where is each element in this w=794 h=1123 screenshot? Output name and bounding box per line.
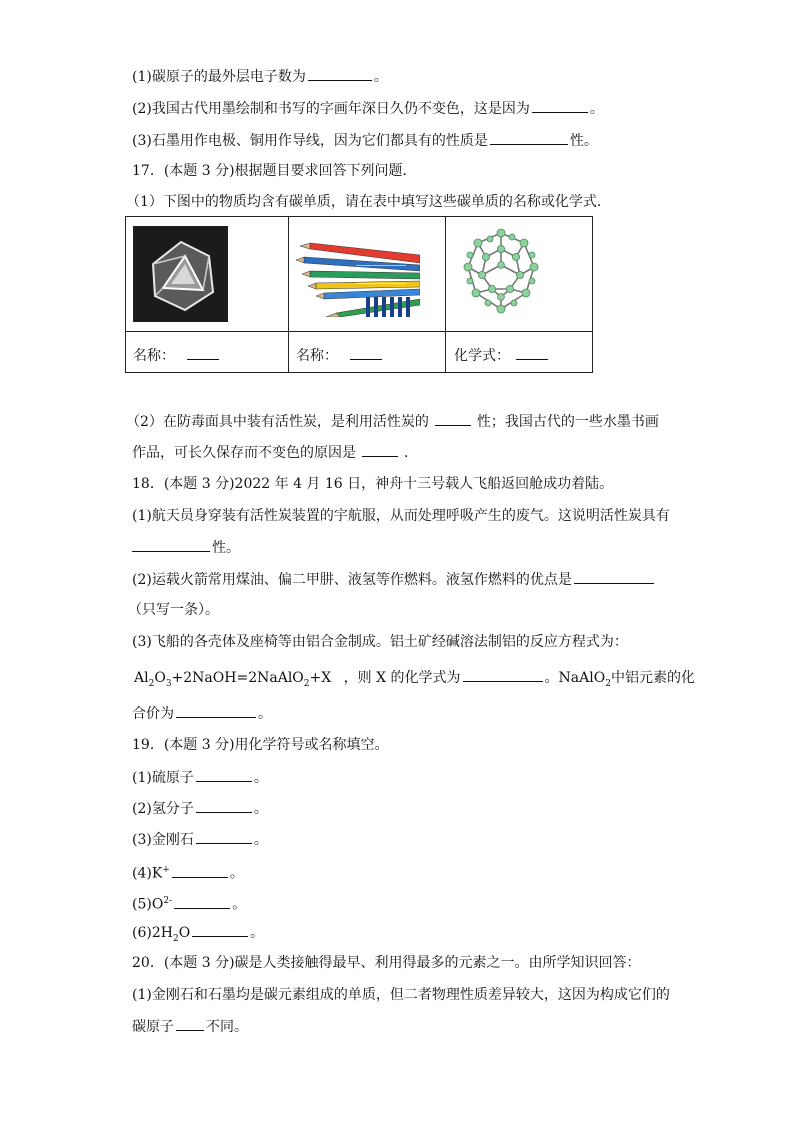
- question-20-heading: 20．(本题 3 分)碳是人类接触得最早、利用得最多的元素之一。由所学知识回答：: [132, 955, 641, 971]
- carbon-table: [125, 216, 593, 373]
- answer-blank[interactable]: [196, 767, 252, 782]
- question-18-part3: (3)飞船的各壳体及座椅等由铝合金制成。铝土矿经碱溶法制铝的反应方程式为：: [132, 634, 628, 650]
- question-18-part3-cont: 合价为 。: [132, 703, 272, 724]
- answer-blank[interactable]: [172, 863, 228, 878]
- question-19-heading: 19．(本题 3 分)用化学符号或名称填空。: [132, 737, 389, 753]
- question-17-part1: （1）下图中的物质均含有碳单质，请在表中填写这些碳单质的名称或化学式．: [126, 194, 611, 210]
- question-19-part3: (3)金刚石 。: [132, 829, 268, 850]
- table-label-name-1: 名称：: [133, 345, 221, 365]
- answer-blank[interactable]: [308, 66, 372, 81]
- diamond-image: [133, 226, 228, 322]
- question-line: (3)石墨用作电极、铜用作导线，因为它们都具有的性质是 性。: [132, 130, 598, 151]
- question-17-heading: 17．(本题 3 分)根据题目要求回答下列问题．: [132, 163, 417, 179]
- answer-blank[interactable]: [192, 922, 248, 937]
- answer-blank[interactable]: [196, 798, 252, 813]
- answer-blank[interactable]: [463, 667, 543, 682]
- question-18-heading: 18．(本题 3 分)2022 年 4 月 16 日，神舟十三号载人飞船返回舱成功着陆。: [132, 476, 614, 492]
- answer-blank[interactable]: [516, 345, 548, 360]
- answer-blank[interactable]: [532, 98, 588, 113]
- question-20-part1-cont: 碳原子 不同。: [132, 1016, 248, 1037]
- answer-blank[interactable]: [350, 345, 382, 360]
- question-20-part1: (1)金刚石和石墨均是碳元素组成的单质，但二者物理性质差异较大，这因为构成它们的: [132, 987, 670, 1003]
- question-18-part2: (2)运载火箭常用煤油、偏二甲肼、液氢等作燃料。液氢作燃料的优点是: [132, 569, 656, 590]
- answer-blank[interactable]: [176, 703, 256, 718]
- answer-blank[interactable]: [176, 1016, 204, 1031]
- question-18-part1-cont: 性。: [132, 537, 240, 558]
- question-17-part2-cont: 作品，可长久保存而不变色的原因是 ．: [132, 442, 418, 463]
- answer-blank[interactable]: [362, 442, 398, 457]
- table-label-formula: 化学式：: [454, 345, 550, 365]
- answer-blank[interactable]: [132, 537, 210, 552]
- equation-line: $Al_2O_3+2NaOH=2NaAlO_2+X$ ，则 X 的化学式为 。NaAlO$_2$中铝元素的化: [134, 667, 695, 694]
- question-18-part1: (1)航天员身穿装有活性炭装置的宇航服，从而处理呼吸产生的废气。这说明活性炭具有: [132, 508, 670, 524]
- question-19-part6: $(6)2H_2O$ 。: [132, 922, 264, 949]
- question-19-part4: (4)K+ 。: [132, 860, 244, 884]
- question-line: (1)碳原子的最外层电子数为 。: [132, 66, 388, 87]
- answer-blank[interactable]: [196, 829, 252, 844]
- fullerene-image: [454, 225, 549, 323]
- answer-blank[interactable]: [174, 894, 230, 909]
- question-17-part2: （2）在防毒面具中装有活性炭，是利用活性炭的 性；我国古代的一些水墨书画: [126, 411, 659, 432]
- question-18-part2-cont: （只写一条）。: [128, 602, 219, 618]
- table-label-name-2: 名称：: [296, 345, 384, 365]
- answer-blank[interactable]: [574, 569, 654, 584]
- answer-blank[interactable]: [187, 345, 219, 360]
- answer-blank[interactable]: [490, 130, 568, 145]
- pencils-image: [296, 235, 420, 317]
- question-19-part1: (1)硫原子 。: [132, 767, 268, 788]
- question-19-part5: $(5)O^{2-}$ 。: [132, 891, 246, 915]
- question-19-part2: (2)氢分子 。: [132, 798, 268, 819]
- question-line: (2)我国古代用墨绘制和书写的字画年深日久仍不变色，这是因为 。: [132, 98, 604, 119]
- answer-blank[interactable]: [435, 411, 471, 426]
